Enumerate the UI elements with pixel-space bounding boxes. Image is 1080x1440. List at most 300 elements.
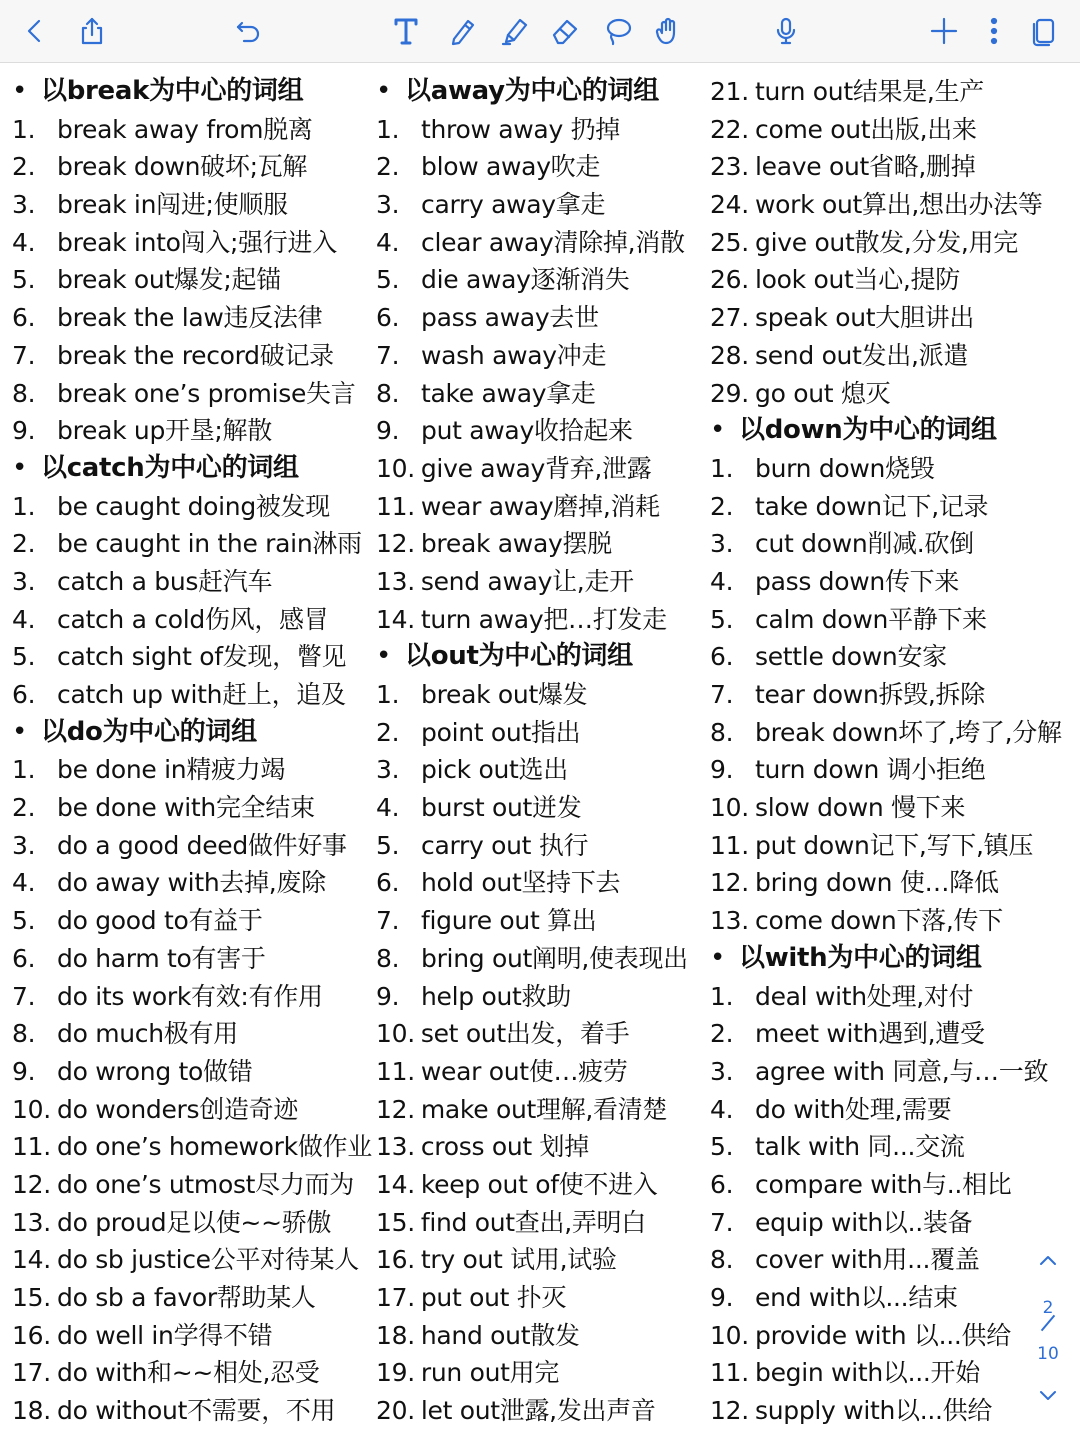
list-item-number: 29. bbox=[710, 378, 749, 408]
highlighter-icon[interactable] bbox=[494, 10, 534, 52]
list-item-number: 7. bbox=[376, 906, 400, 936]
bullet-icon: • bbox=[376, 641, 392, 672]
list-item bbox=[376, 978, 706, 1016]
current-page-number: 2 bbox=[1042, 1298, 1054, 1318]
list-item-number: 2. bbox=[376, 717, 400, 747]
list-item-text: clear away清除掉,消散 bbox=[421, 227, 685, 257]
list-item bbox=[710, 1015, 1072, 1053]
list-item-number: 12. bbox=[376, 1094, 415, 1124]
section-heading bbox=[12, 714, 370, 752]
document-page bbox=[0, 63, 1080, 1440]
list-item-text: break away from脱离 bbox=[57, 114, 313, 144]
list-item-text: catch up with赶上，追及 bbox=[57, 680, 346, 709]
list-item-number: 4. bbox=[710, 1094, 734, 1124]
list-item-number: 4. bbox=[710, 566, 734, 596]
list-item-text: do wrong to做错 bbox=[57, 1056, 253, 1086]
column-2 bbox=[376, 73, 706, 1430]
list-item bbox=[376, 488, 706, 526]
list-item-text: compare with与..相比 bbox=[755, 1169, 1012, 1199]
list-item-text: point out指出 bbox=[421, 717, 581, 747]
list-item-number: 7. bbox=[12, 340, 36, 370]
list-item-text: calm down平静下来 bbox=[755, 604, 987, 634]
list-item bbox=[12, 261, 370, 299]
list-item-text: catch sight of发现，瞥见 bbox=[57, 642, 347, 672]
list-item-text: hold out坚持下去 bbox=[421, 868, 621, 898]
list-item-text: wash away冲走 bbox=[421, 340, 607, 370]
list-item bbox=[376, 224, 706, 262]
list-item bbox=[376, 261, 706, 299]
list-item-number: 2. bbox=[12, 152, 36, 182]
list-item-number: 3. bbox=[12, 190, 36, 220]
list-item-number: 21. bbox=[710, 77, 749, 106]
list-item bbox=[376, 827, 706, 865]
list-item-number: 16. bbox=[376, 1245, 415, 1275]
list-item bbox=[710, 902, 1072, 940]
section-heading bbox=[710, 940, 1072, 978]
microphone-icon[interactable] bbox=[766, 10, 806, 52]
list-item-number: 3. bbox=[710, 529, 734, 559]
list-item-text: break down坏了,垮了,分解 bbox=[755, 717, 1062, 747]
list-item bbox=[376, 1128, 706, 1166]
list-item-text: do sb justice公平对待某人 bbox=[57, 1245, 359, 1275]
list-item-text: send away让,走开 bbox=[420, 566, 634, 596]
section-heading-text: 以break为中心的词组 bbox=[41, 76, 304, 106]
list-item-number: 7. bbox=[376, 340, 400, 370]
list-item bbox=[710, 714, 1072, 752]
list-item bbox=[710, 1392, 1072, 1430]
list-item-text: carry out 执行 bbox=[421, 830, 589, 860]
back-icon[interactable] bbox=[14, 10, 54, 52]
list-item-number: 13. bbox=[12, 1207, 51, 1237]
list-item-text: do much极有用 bbox=[57, 1019, 238, 1049]
list-item bbox=[710, 789, 1072, 827]
section-heading-text: 以down为中心的词组 bbox=[739, 415, 997, 446]
section-heading bbox=[376, 73, 706, 111]
list-item bbox=[12, 375, 370, 413]
section-heading bbox=[376, 638, 706, 676]
list-item bbox=[376, 299, 706, 337]
list-item bbox=[12, 412, 370, 450]
list-item-text: bring out阐明,使表现出 bbox=[421, 943, 688, 973]
bullet-icon: • bbox=[12, 716, 28, 747]
list-item-number: 10. bbox=[376, 453, 415, 483]
list-item-number: 25. bbox=[710, 227, 749, 257]
list-item-number: 1. bbox=[710, 453, 734, 483]
list-item-text: turn down 调小拒绝 bbox=[755, 755, 986, 785]
list-item-number: 9. bbox=[376, 981, 400, 1011]
list-item bbox=[12, 488, 370, 526]
list-item bbox=[12, 148, 370, 186]
list-item bbox=[376, 1204, 706, 1242]
bullet-icon: • bbox=[710, 942, 726, 973]
list-item-number: 6. bbox=[12, 943, 36, 973]
list-item bbox=[710, 978, 1072, 1016]
list-item-number: 15. bbox=[376, 1207, 415, 1237]
list-item-text: turn out结果是,生产 bbox=[755, 77, 984, 106]
list-item-text: leave out省略,删掉 bbox=[755, 152, 976, 182]
list-item-number: 14. bbox=[12, 1245, 51, 1275]
list-item-text: carry away拿走 bbox=[421, 190, 606, 220]
list-item-text: cut down削减.砍倒 bbox=[755, 529, 974, 559]
list-item-text: make out理解,看清楚 bbox=[420, 1094, 668, 1124]
list-item bbox=[12, 1317, 370, 1355]
list-item-number: 9. bbox=[376, 416, 400, 446]
list-item-number: 6. bbox=[710, 642, 734, 672]
list-item-number: 13. bbox=[710, 906, 749, 936]
list-item-number: 4. bbox=[376, 793, 400, 823]
section-heading bbox=[12, 450, 370, 488]
list-item bbox=[710, 488, 1072, 526]
list-item-number: 8. bbox=[710, 717, 734, 747]
list-item-number: 11. bbox=[710, 830, 749, 860]
list-item bbox=[12, 827, 370, 865]
list-item-text: do sb a favor帮助某人 bbox=[57, 1283, 316, 1312]
list-item bbox=[710, 299, 1072, 337]
list-item bbox=[12, 638, 370, 676]
list-item bbox=[710, 563, 1072, 601]
list-item-number: 4. bbox=[376, 227, 400, 257]
list-item-text: catch a bus赶汽车 bbox=[57, 566, 273, 596]
list-item-text: pick out选出 bbox=[421, 755, 568, 785]
list-item-number: 16. bbox=[12, 1320, 51, 1350]
list-item-text: go out 熄灭 bbox=[755, 378, 891, 408]
list-item-text: end with以...结束 bbox=[755, 1283, 958, 1312]
list-item-number: 5. bbox=[710, 604, 734, 634]
list-item bbox=[710, 224, 1072, 262]
bullet-icon: • bbox=[376, 76, 392, 106]
list-item bbox=[376, 337, 706, 375]
list-item bbox=[12, 563, 370, 601]
total-page-count: 10 bbox=[1037, 1344, 1059, 1364]
list-item-text: break out爆发;起锚 bbox=[57, 265, 281, 295]
list-item bbox=[710, 1053, 1072, 1091]
list-item bbox=[376, 412, 706, 450]
list-item-text: do with处理,需要 bbox=[755, 1094, 952, 1124]
list-item-text: wear away磨掉,消耗 bbox=[420, 491, 660, 521]
list-item bbox=[376, 1053, 706, 1091]
list-item bbox=[710, 525, 1072, 563]
list-item bbox=[12, 1204, 370, 1242]
list-item-text: put down记下,写下,镇压 bbox=[755, 830, 1034, 860]
list-item-number: 2. bbox=[710, 1019, 734, 1049]
list-item bbox=[376, 111, 706, 149]
pen-icon[interactable] bbox=[442, 10, 482, 52]
list-item bbox=[12, 186, 370, 224]
list-item-text: work out算出,想出办法等 bbox=[755, 190, 1043, 220]
list-item-text: pass down传下来 bbox=[755, 566, 960, 596]
eraser-icon[interactable] bbox=[545, 10, 585, 52]
list-item-number: 2. bbox=[12, 793, 36, 823]
list-item-text: give away背弃,泄露 bbox=[420, 453, 652, 483]
list-item-text: figure out 算出 bbox=[421, 906, 597, 936]
list-item-number: 1. bbox=[376, 680, 400, 709]
list-item-number: 5. bbox=[12, 906, 36, 936]
list-item bbox=[710, 148, 1072, 186]
list-item bbox=[710, 601, 1072, 639]
list-item-text: try out 试用,试验 bbox=[420, 1245, 617, 1275]
list-item-number: 27. bbox=[710, 303, 749, 333]
list-item bbox=[710, 1279, 1072, 1317]
list-item-text: give out散发,分发,用完 bbox=[755, 227, 1018, 257]
list-item bbox=[376, 1166, 706, 1204]
list-item-text: break away摆脱 bbox=[420, 529, 612, 559]
list-item bbox=[12, 676, 370, 714]
list-item-number: 18. bbox=[12, 1396, 51, 1426]
list-item-number: 8. bbox=[376, 378, 400, 408]
list-item-number: 5. bbox=[710, 1132, 734, 1162]
list-item bbox=[710, 1317, 1072, 1355]
list-item-text: break out爆发 bbox=[421, 680, 588, 709]
list-item-text: burn down烧毁 bbox=[755, 453, 935, 483]
share-icon[interactable] bbox=[72, 10, 112, 52]
column-3 bbox=[710, 73, 1072, 1430]
list-item bbox=[12, 525, 370, 563]
list-item bbox=[376, 1392, 706, 1430]
list-item bbox=[12, 1053, 370, 1091]
list-item-text: let out泄露,发出声音 bbox=[420, 1396, 656, 1426]
list-item-text: be done in精疲力竭 bbox=[57, 755, 286, 785]
list-item-text: meet with遇到,遭受 bbox=[755, 1019, 985, 1049]
list-item bbox=[710, 1354, 1072, 1392]
list-item bbox=[12, 902, 370, 940]
list-item-number: 8. bbox=[12, 1019, 36, 1049]
list-item-number: 6. bbox=[710, 1169, 734, 1199]
list-item bbox=[710, 676, 1072, 714]
list-item-text: tear down拆毁,拆除 bbox=[755, 680, 985, 709]
list-item-text: do proud足以使~~骄傲 bbox=[57, 1207, 332, 1237]
list-item-text: be caught in the rain淋雨 bbox=[57, 529, 362, 559]
list-item-number: 8. bbox=[376, 943, 400, 973]
list-item bbox=[710, 827, 1072, 865]
list-item-text: send out发出,派遣 bbox=[755, 340, 969, 370]
list-item-number: 22. bbox=[710, 114, 749, 144]
list-item bbox=[376, 1091, 706, 1129]
list-item bbox=[12, 940, 370, 978]
list-item-number: 9. bbox=[12, 416, 36, 446]
hand-icon[interactable] bbox=[648, 10, 688, 52]
list-item-number: 5. bbox=[12, 642, 36, 672]
list-item-number: 10. bbox=[710, 793, 749, 823]
section-heading bbox=[710, 412, 1072, 450]
list-item-number: 4. bbox=[12, 604, 36, 634]
list-item-text: pass away去世 bbox=[421, 303, 599, 333]
list-item-number: 8. bbox=[12, 378, 36, 408]
list-item-number: 1. bbox=[12, 491, 36, 521]
list-item-text: burst out迸发 bbox=[421, 793, 582, 823]
list-item bbox=[376, 714, 706, 752]
list-item-number: 11. bbox=[12, 1132, 51, 1162]
list-item bbox=[376, 601, 706, 639]
list-item bbox=[12, 1279, 370, 1317]
list-item-text: do away with去掉,废除 bbox=[57, 868, 326, 898]
list-item bbox=[376, 563, 706, 601]
list-item bbox=[12, 1166, 370, 1204]
list-item-text: find out查出,弄明白 bbox=[420, 1207, 646, 1237]
list-item bbox=[710, 1204, 1072, 1242]
list-item-text: deal with处理,对付 bbox=[755, 981, 974, 1011]
list-item bbox=[12, 1241, 370, 1279]
list-item-text: catch a cold伤风，感冒 bbox=[57, 604, 329, 634]
list-item bbox=[710, 1091, 1072, 1129]
list-item bbox=[710, 1166, 1072, 1204]
list-item-number: 1. bbox=[376, 114, 400, 144]
section-heading-text: 以catch为中心的词组 bbox=[41, 452, 299, 483]
list-item-number: 1. bbox=[710, 981, 734, 1011]
list-item-text: take down记下,记录 bbox=[755, 491, 989, 521]
list-item bbox=[376, 676, 706, 714]
list-item-number: 28. bbox=[710, 340, 749, 370]
list-item bbox=[710, 186, 1072, 224]
list-item-text: break the law违反法律 bbox=[57, 303, 323, 333]
section-heading-text: 以away为中心的词组 bbox=[405, 76, 659, 106]
list-item-text: break up开垦;解散 bbox=[57, 416, 272, 446]
list-item-text: break down破坏;瓦解 bbox=[57, 152, 308, 182]
list-item bbox=[710, 261, 1072, 299]
list-item-number: 10. bbox=[12, 1094, 51, 1124]
list-item-text: talk with 同...交流 bbox=[755, 1132, 965, 1162]
list-item-text: be done with完全结束 bbox=[57, 793, 315, 823]
list-item-number: 3. bbox=[710, 1056, 734, 1086]
list-item-text: do harm to有害于 bbox=[57, 943, 266, 973]
list-item-text: take away拿走 bbox=[421, 378, 596, 408]
list-item-number: 4. bbox=[12, 868, 36, 898]
list-item-text: supply with以...供给 bbox=[755, 1396, 993, 1426]
list-item bbox=[376, 789, 706, 827]
list-item-text: break into闯入;强行进入 bbox=[57, 227, 337, 257]
list-item-number: 14. bbox=[376, 604, 415, 634]
list-item-text: look out当心,提防 bbox=[755, 265, 960, 295]
list-item bbox=[12, 751, 370, 789]
list-item-text: help out救助 bbox=[421, 981, 571, 1011]
list-item-number: 6. bbox=[376, 303, 400, 333]
list-item-number: 4. bbox=[12, 227, 36, 257]
list-item bbox=[710, 864, 1072, 902]
list-item-text: come down下落,传下 bbox=[755, 906, 1003, 936]
list-item bbox=[12, 299, 370, 337]
list-item-number: 17. bbox=[376, 1283, 415, 1312]
list-item-text: slow down 慢下来 bbox=[755, 793, 966, 823]
list-item bbox=[376, 902, 706, 940]
list-item-text: break in闯进;使顺服 bbox=[57, 190, 288, 220]
toolbar bbox=[0, 0, 1080, 63]
list-item-text: do without不需要，不用 bbox=[57, 1396, 336, 1426]
list-item-number: 12. bbox=[12, 1169, 51, 1199]
list-item-number: 7. bbox=[12, 981, 36, 1011]
list-item bbox=[376, 525, 706, 563]
list-item-text: agree with 同意,与…一致 bbox=[755, 1056, 1049, 1086]
page-navigator bbox=[1028, 1250, 1068, 1420]
list-item-number: 26. bbox=[710, 265, 749, 295]
list-item-number: 17. bbox=[12, 1358, 51, 1388]
list-item bbox=[376, 450, 706, 488]
list-item-number: 8. bbox=[710, 1245, 734, 1275]
list-item-number: 5. bbox=[376, 830, 400, 860]
list-item-number: 23. bbox=[710, 152, 749, 182]
add-icon[interactable] bbox=[924, 10, 964, 52]
list-item bbox=[376, 1354, 706, 1392]
list-item-text: set out出发，着手 bbox=[420, 1019, 630, 1049]
list-item-number: 15. bbox=[12, 1283, 51, 1312]
list-item-text: do with和~~相处,忍受 bbox=[57, 1358, 320, 1388]
list-item-text: be caught doing被发现 bbox=[57, 491, 330, 521]
list-item-number: 1. bbox=[12, 755, 36, 785]
undo-icon[interactable] bbox=[228, 10, 268, 52]
list-item bbox=[376, 1015, 706, 1053]
list-item-text: throw away 扔掉 bbox=[421, 114, 620, 144]
list-item bbox=[12, 978, 370, 1016]
list-item-text: blow away吹走 bbox=[421, 152, 601, 182]
lasso-icon[interactable] bbox=[598, 10, 638, 52]
list-item-text: settle down安家 bbox=[755, 642, 947, 672]
list-item bbox=[710, 111, 1072, 149]
list-item-number: 2. bbox=[376, 152, 400, 182]
list-item-text: cross out 划掉 bbox=[420, 1132, 589, 1162]
list-item-text: put away收拾起来 bbox=[421, 416, 633, 446]
list-item-number: 11. bbox=[376, 491, 415, 521]
list-item-text: break one’s promise失言 bbox=[57, 378, 356, 408]
list-item bbox=[710, 450, 1072, 488]
list-item-text: cover with用...覆盖 bbox=[755, 1245, 980, 1275]
list-item bbox=[12, 601, 370, 639]
bullet-icon: • bbox=[710, 415, 726, 446]
list-item bbox=[710, 73, 1072, 111]
list-item-number: 9. bbox=[710, 1283, 734, 1312]
list-item-number: 9. bbox=[12, 1056, 36, 1086]
chevron-up-icon[interactable] bbox=[1037, 1250, 1059, 1277]
list-item bbox=[12, 337, 370, 375]
list-item-number: 10. bbox=[710, 1320, 749, 1350]
list-item-number: 7. bbox=[710, 680, 734, 709]
list-item-text: break the record破记录 bbox=[57, 340, 334, 370]
list-item-text: do well in学得不错 bbox=[57, 1320, 273, 1350]
text-tool-icon[interactable] bbox=[386, 10, 426, 52]
list-item bbox=[710, 751, 1072, 789]
list-item-number: 7. bbox=[710, 1207, 734, 1237]
section-heading-text: 以do为中心的词组 bbox=[41, 716, 257, 747]
list-item-text: run out用完 bbox=[420, 1358, 560, 1388]
list-item-number: 13. bbox=[376, 1132, 415, 1162]
section-heading-text: 以out为中心的词组 bbox=[405, 641, 633, 672]
pages-icon[interactable] bbox=[1024, 10, 1064, 52]
list-item bbox=[376, 864, 706, 902]
list-item-number: 1. bbox=[12, 114, 36, 144]
more-icon[interactable] bbox=[974, 10, 1014, 52]
list-item-number: 2. bbox=[710, 491, 734, 521]
list-item-text: do one’s homework做作业 bbox=[57, 1132, 372, 1162]
list-item-text: do a good deed做件好事 bbox=[57, 830, 347, 860]
list-item bbox=[376, 148, 706, 186]
list-item-number: 6. bbox=[12, 680, 36, 709]
list-item bbox=[12, 1015, 370, 1053]
list-item-number: 18. bbox=[376, 1320, 415, 1350]
chevron-down-icon[interactable] bbox=[1037, 1384, 1059, 1411]
list-item bbox=[710, 1241, 1072, 1279]
list-item-text: come out出版,出来 bbox=[755, 114, 977, 144]
list-item bbox=[376, 1279, 706, 1317]
list-item-number: 12. bbox=[710, 868, 749, 898]
column-1 bbox=[12, 73, 370, 1430]
list-item bbox=[376, 940, 706, 978]
list-item bbox=[710, 337, 1072, 375]
list-item-number: 5. bbox=[376, 265, 400, 295]
list-item-number: 5. bbox=[12, 265, 36, 295]
list-item bbox=[710, 1128, 1072, 1166]
list-item-text: begin with以...开始 bbox=[755, 1358, 980, 1388]
list-item-text: equip with以..装备 bbox=[755, 1207, 973, 1237]
list-item bbox=[12, 1392, 370, 1430]
list-item-number: 14. bbox=[376, 1169, 415, 1199]
list-item-text: do one’s utmost尽力而为 bbox=[57, 1169, 354, 1199]
